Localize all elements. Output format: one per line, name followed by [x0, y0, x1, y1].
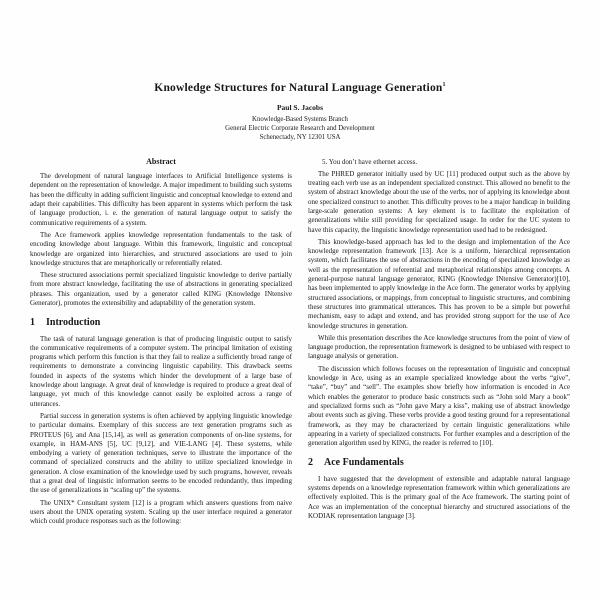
right-column	[308, 156, 570, 600]
paper-title-text: Knowledge Structures for Natural Language Generation	[154, 82, 443, 94]
title-footnote-marker: 1	[442, 82, 446, 89]
section-2-heading	[308, 456, 570, 469]
right-paragraph-2: This knowledge-based approach has led to the design and implementation of the Ace knowledge representation framework [13]. Ace is a uniform, hierarchical representation system, which facilitates the use of abstractions in the encoding of specialized knowledge as well as the representation of referential and metaphorical relationships among concepts. A general-purpose natural language generator, KING (Knowledge INtensive Generator)[10], has been implemented to apply knowledge in the Ace form. The generator works by applying structured associations, or mappings, from conceptual to linguistic structures, and combining these structures into grammatical utterances. This has proven to be a simple but powerful mechanism, easy to adapt and extend, and has provided strong support for the use of Ace knowledge structures in generation.	[308, 237, 570, 330]
section-2-title: Ace Fundamentals	[324, 457, 404, 469]
paper-title	[30, 82, 570, 94]
abstract-paragraph-2: The Ace framework applies knowledge representation fundamentals to the task of encoding knowledge about language. Within this framework, linguistic and conceptual knowledge are organized into hierarchies, and structured associations are used to join knowledge structures that are metaphorically or referentially related.	[30, 230, 292, 267]
right-paragraph-1: The PHRED generator initially used by UC [11] produced output such as the above by treating each verb use as an independent specialized construct. This allowed no benefit to the system of abstract knowledge about the use of the verbs, nor of applying its knowledge about one specialized construct to another. This difficulty proves to be a major handicap in building large-scale generation systems: A key element is to facilitate the exploitation of generalizations while still providing for specialized usage. In order for the UC system to have this capacity, the linguistic knowledge representation used had to be redesigned.	[308, 169, 570, 234]
section-1-heading	[30, 316, 292, 329]
abstract-paragraph-3: These structured associations permit specialized linguistic knowledge to derive partially from more abstract knowledge, facilitating the use of abstractions in generating specialized phrases. This organization, used by a generator called KING (Knowledge INtensive Generator), promotes the extensibility and adaptability of the generation system.	[30, 271, 292, 307]
introduction-paragraph-1: The task of natural language generation is that of producing linguistic output to satisfy the communicative requirements of a computer system. The principal limitation of existing programs which perform this function is that they fail to realize a sufficiently broad range of requirements to demonstrate a convincing linguistic capability. This drawback seems founded in aspects of the systems which hinder the development of a large base of knowledge about language. A great deal of knowledge is required to produce a great deal of language, yet much of this knowledge cannot easily be exploited across a range of utterances.	[30, 334, 292, 408]
affiliation-line-1: Knowledge-Based Systems Branch	[252, 116, 348, 123]
abstract-paragraph-1: The development of natural language interfaces to Artificial Intelligence systems is dependent on the representation of knowledge. A major impediment to building such systems has been the difficulty in adding sufficient linguistic and conceptual knowledge to extend and adapt their capabilities. This difficulty has been apparent in systems which perform the task of language production, i. e. the generation of natural language output to satisfy the communicative requirements of a system.	[30, 172, 292, 227]
left-column	[30, 156, 292, 600]
abstract-heading: Abstract	[146, 156, 176, 166]
introduction-paragraph-3: The UNIX* Consultant system [12] is a program which answers questions from naive users about the UNIX operating system. Scaling up the user interface required a generator which could produce responses such as the following:	[30, 498, 292, 526]
right-paragraph-3: While this presentation describes the Ace knowledge structures from the point of view of language production, the representation framework is designed to be unbiased with respect to language analysis or generation.	[308, 333, 570, 361]
introduction-paragraph-2: Partial success in generation systems is often achieved by applying linguistic knowledge to particular domains. Exemplary of this success are text generation programs such as PROTEUS [6], and Ana [15,14], as well as generation components of on-line systems, for example, in HAM-ANS [5], UC [9,12], and VIE-LANG [4]. These systems, while embodying a variety of generation techniques, serve to illustrate the importance of the command of specialized constructs and the ability to utilize specialized knowledge in generation. A close examination of the knowledge used by such programs, however, reveals that a great deal of linguistic information seems to be encoded redundantly, thus impeding the use of generalizations in “scaling up” the systems.	[30, 411, 292, 495]
ace-fundamentals-paragraph-1: I have suggested that the development of extensible and adaptable natural language systems depends on a knowledge representation framework within which generalizations are effectively exploited. This is the primary goal of the Ace framework. The starting point of Ace was an implementation of the conceptual hierarchy and structured associations of the KODIAK representation language [3].	[308, 474, 570, 520]
affiliation-line-2: General Electric Corporate Research and Development	[225, 125, 375, 133]
section-1-title: Introduction	[46, 317, 101, 329]
example-item-5: 5. You don’t have ethernet access.	[322, 157, 418, 166]
section-2-number: 2	[308, 457, 313, 469]
affiliation-line-3: Schenectady, NY 12301 USA	[259, 134, 341, 142]
author-name: Paul S. Jacobs	[276, 103, 324, 112]
section-1-number: 1	[30, 317, 35, 329]
two-column-body	[30, 156, 570, 600]
right-paragraph-4: The discussion which follows focuses on the representation of linguistic and conceptual knowledge in Ace, using as an example specialized knowledge about the verbs “give”, “take”, “buy” and “sell”. The examples show briefly how information is encoded in Ace which enables the generator to produce basic constructs such as “John sold Mary a book” and specialized forms such as “John gave Mary a kiss”, making use of abstract knowledge about events such as giving. These verbs provide a good testing ground for a representational framework, as they may be characterized by certain linguistic generalizations while appearing in a variety of specialized constructs. For further examples and a description of the generation algorithm used by KING, the reader is referred to [10].	[308, 364, 570, 448]
